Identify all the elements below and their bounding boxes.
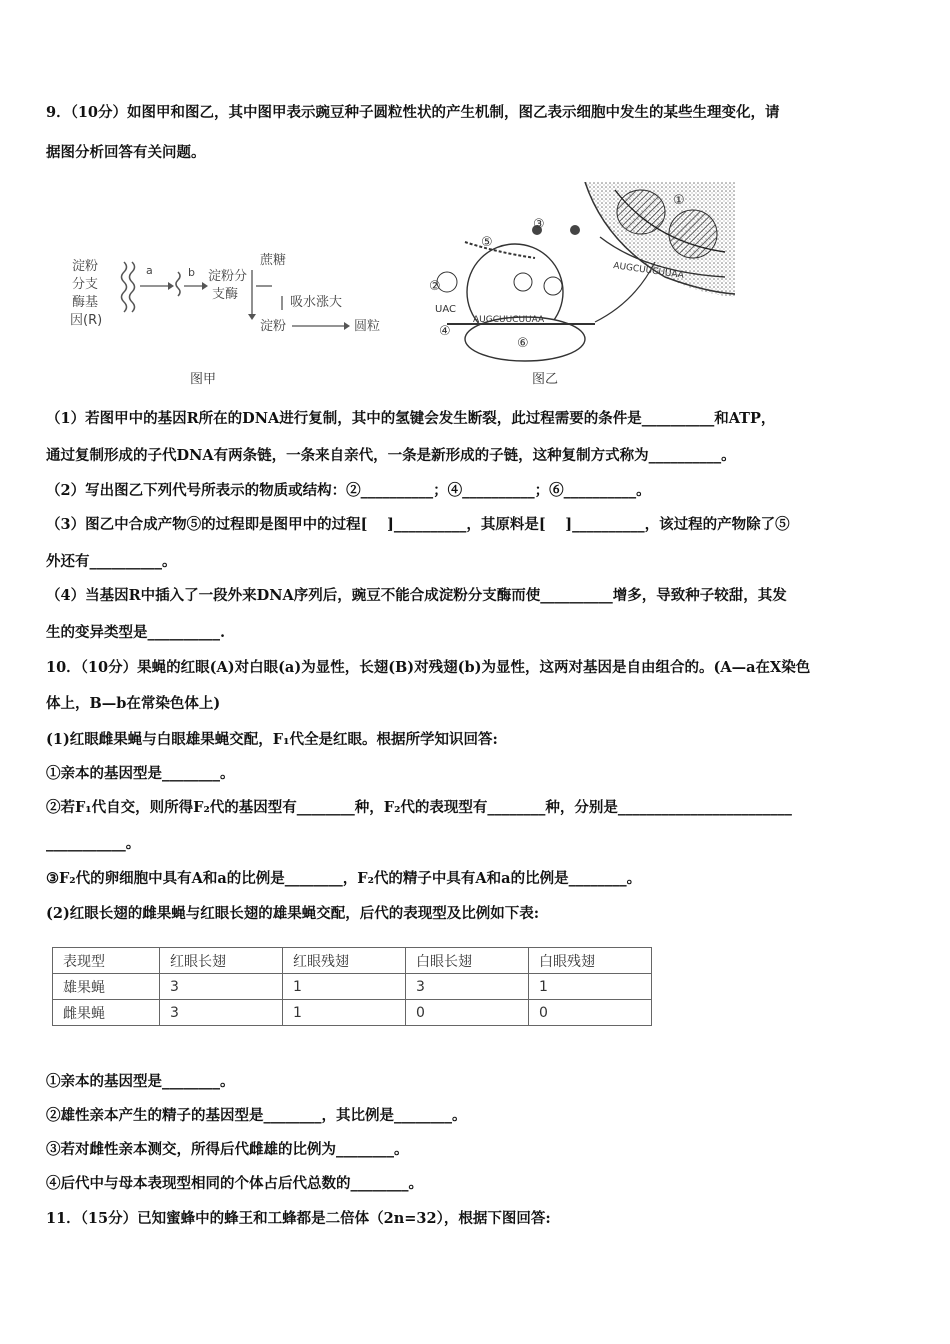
q9-p4-line2: 生的变异类型是__________. (46, 624, 226, 641)
q10-s1-2-line1: ②若F₁代自交，则所得F₂代的基因型有________种，F₂代的表现型有________种，分别是________________________ (46, 799, 792, 816)
figure-yi-diagram (425, 182, 735, 367)
q10-intro-line1: 10．（10分）果蝇的红眼(A)对白眼(a)为显性，长翅(B)对残翅(b)为显性，这两对基因是自由组合的。(A—a在X染色 (46, 659, 811, 676)
q9-intro-line2: 据图分析回答有关问题。 (46, 144, 206, 161)
phenotype-table (52, 947, 652, 1026)
table-cell: 1 (283, 974, 406, 1000)
yi-label-codon: UAC (435, 304, 456, 315)
yi-label-mrna-lower: AUGCUUCUUAA (473, 315, 545, 325)
table-cell: 1 (283, 1000, 406, 1026)
figure-jia-caption: 图甲 (190, 372, 217, 387)
amino-acid-2-icon (570, 225, 580, 235)
q9-p3-line1: （3）图乙中合成产物⑤的过程即是图甲中的过程[ ]__________，其原料是[ ]__________，该过程的产物除了⑤ (46, 516, 790, 533)
table-cell: 3 (160, 1000, 283, 1026)
yi-label-2: ② (429, 279, 441, 294)
dna-wave-icon (122, 262, 127, 312)
arrow-a-head-icon (168, 282, 174, 290)
figure-yi (425, 182, 735, 390)
jia-label-1: 分支 (72, 277, 99, 292)
q9-p3-line2: 外还有__________。 (46, 553, 177, 570)
q10-intro-line2: 体上，B—b在常染色体上) (46, 695, 221, 712)
jia-label-0: 淀粉 (72, 259, 99, 274)
q9-p1-line1: （1）若图甲中的基因R所在的DNA进行复制，其中的氢键会发生断裂，此过程需要的条件是__________和ATP， (46, 410, 776, 427)
table-header-cell: 红眼长翅 (160, 948, 283, 974)
figure-jia (60, 250, 400, 390)
table-cell: 雄果蝇 (53, 974, 160, 1000)
table-header-cell: 红眼残翅 (283, 948, 406, 974)
jia-label-11: 圆粒 (354, 319, 381, 334)
arrow-starch-head-icon (344, 322, 350, 330)
jia-label-2: 酶基 (72, 295, 99, 310)
table-row (53, 1000, 652, 1026)
q9-p1-line2: 通过复制形成的子代DNA有两条链，一条来自亲代，一条是新形成的子链，这种复制方式称为__________。 (46, 447, 736, 464)
trna-mid (514, 273, 532, 291)
q10-s2-2: ②雄性亲本产生的精子的基因型是________，其比例是________。 (46, 1107, 467, 1124)
yi-label-mrna-upper: AUGCUUCUUAA (612, 261, 685, 281)
q10-s2-3: ③若对雌性亲本测交，所得后代雌雄的比例为________。 (46, 1141, 409, 1158)
mrna-wave-icon (176, 272, 180, 296)
table-cell: 1 (529, 974, 652, 1000)
q9-p2: （2）写出图乙下列代号所表示的物质或结构：②__________；④__________；⑥__________。 (46, 482, 651, 499)
table-header-cell: 白眼残翅 (529, 948, 652, 974)
dna-helix-1 (617, 190, 665, 234)
table-header-cell: 白眼长翅 (406, 948, 529, 974)
jia-label-6: 淀粉分 (208, 269, 248, 284)
q10-s1-3: ③F₂代的卵细胞中具有A和a的比例是________，F₂代的精子中具有A和a的比例是________。 (46, 870, 642, 887)
figure-yi-caption: 图乙 (532, 372, 559, 387)
q10-s1-2-line2: ___________。 (46, 835, 141, 852)
q10-s2-4: ④后代中与母本表现型相同的个体占后代总数的________。 (46, 1175, 423, 1192)
yi-label-6: ⑥ (517, 336, 529, 351)
table-cell: 3 (160, 974, 283, 1000)
q10-s1: (1)红眼雌果蝇与白眼雄果蝇交配，F₁代全是红眼。根据所学知识回答: (46, 731, 498, 748)
yi-label-3: ③ (533, 217, 545, 232)
table-cell: 0 (406, 1000, 529, 1026)
jia-label-3: 因(R) (70, 313, 103, 328)
jia-label-7: 支酶 (212, 287, 239, 302)
jia-label-8: 蔗糖 (260, 253, 287, 268)
trna-right (544, 277, 562, 295)
table-cell: 3 (406, 974, 529, 1000)
table-row (53, 974, 652, 1000)
q11-intro: 11．（15分）已知蜜蜂中的蜂王和工蜂都是二倍体（2n=32），根据下图回答: (46, 1210, 551, 1227)
jia-label-9: 吸水涨大 (290, 295, 343, 310)
yi-label-4: ④ (439, 324, 451, 339)
dna-helix-2 (669, 210, 717, 258)
q10-s2-1: ①亲本的基因型是________。 (46, 1073, 235, 1090)
yi-label-1: ① (673, 193, 685, 208)
figure-jia-diagram (60, 250, 400, 390)
table-cell: 0 (529, 1000, 652, 1026)
dna-wave-2-icon (130, 262, 135, 312)
q9-p4-line1: （4）当基因R中插入了一段外来DNA序列后，豌豆不能合成淀粉分支酶而使__________增多，导致种子较甜，其发 (46, 587, 787, 604)
arrow-down-head-icon (248, 314, 256, 320)
table-cell: 雌果蝇 (53, 1000, 160, 1026)
jia-label-10: 淀粉 (260, 319, 287, 334)
yi-label-5: ⑤ (481, 235, 493, 250)
jia-label-b: b (188, 266, 195, 279)
q9-intro-line1: 9．（10分）如图甲和图乙，其中图甲表示豌豆种子圆粒性状的产生机制，图乙表示细胞中发生的某些生理变化，请 (46, 104, 780, 121)
q10-s2: (2)红眼长翅的雌果蝇与红眼长翅的雄果蝇交配，后代的表现型及比例如下表: (46, 905, 540, 922)
table-header-cell: 表现型 (53, 948, 160, 974)
jia-label-a: a (146, 264, 153, 277)
q10-s1-1: ①亲本的基因型是________。 (46, 765, 235, 782)
table-header-row (53, 948, 652, 974)
